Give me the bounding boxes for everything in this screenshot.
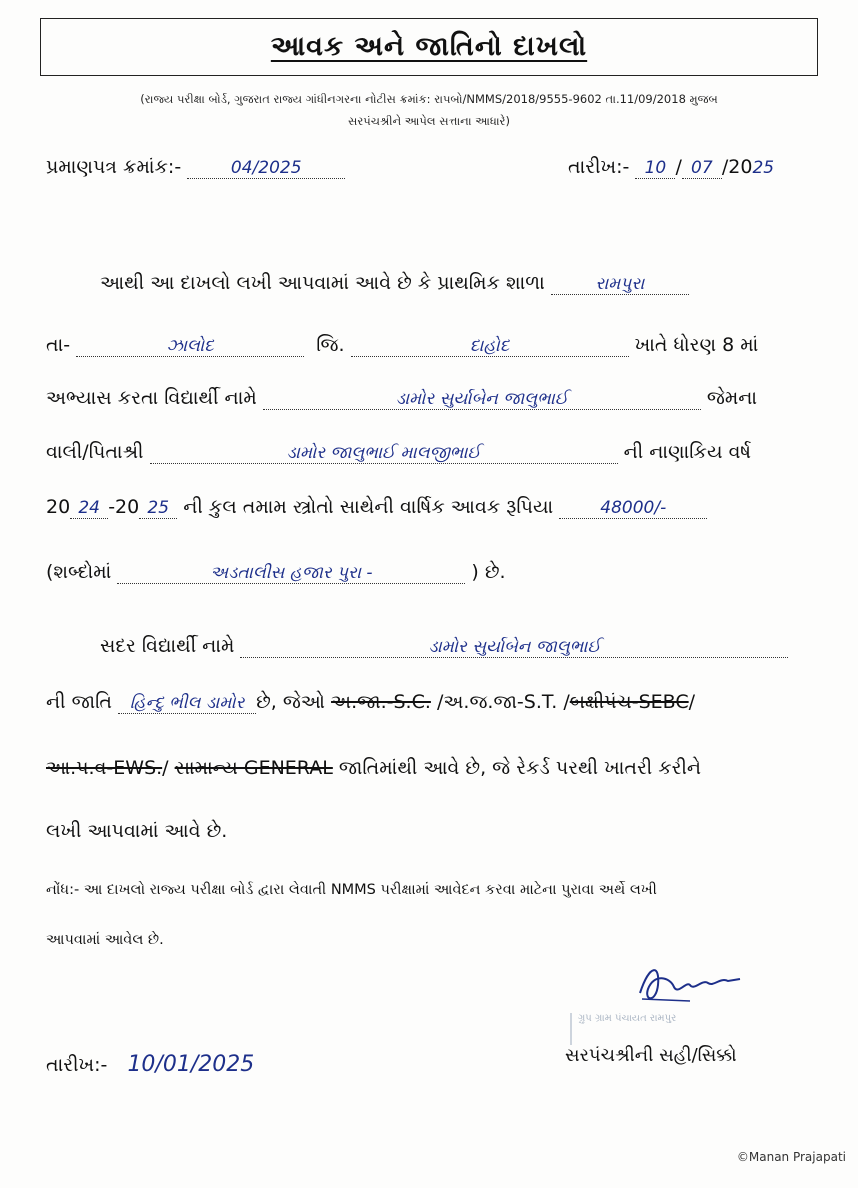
district-label: જિ.: [316, 334, 345, 356]
reference-line-2: સરપંચશ્રીને આપેલ સત્તાના આધારે): [348, 114, 510, 128]
student-label: અભ્યાસ કરતા વિદ્યાર્થી નામે: [46, 387, 257, 409]
school-row: [100, 272, 689, 295]
standard-text: ખાતે ધોરણ 8 માં: [634, 334, 759, 356]
year-value-2: 25: [139, 498, 177, 519]
signature-image: [630, 955, 750, 1015]
school-name: રામપુરા: [551, 274, 689, 295]
income-value: 48000/-: [559, 498, 707, 519]
income-row: [46, 496, 707, 519]
certificate-date-month: 07: [682, 158, 722, 179]
caste-text-1: છે, જેઓ: [256, 691, 325, 713]
category-row-2: [46, 757, 701, 779]
certificate-date-year-prefix: 20: [728, 156, 753, 178]
student-row: [46, 387, 757, 410]
year-prefix-2: -20: [108, 496, 140, 518]
district-value: દાહોદ: [351, 336, 629, 357]
income-words-row: [46, 561, 506, 584]
category-st: /અ.જ.જા-S.T. /: [436, 691, 570, 713]
certificate-date-year-suffix: 25: [752, 158, 775, 178]
certificate-date-label: તારીખ:-: [568, 156, 630, 178]
p2-label: સદર વિદ્યાર્થી નામે: [100, 635, 235, 657]
note-line-2: આપવામાં આવેલ છે.: [46, 932, 164, 948]
copyright-text: ©Manan Prajapati: [736, 1150, 846, 1164]
financial-year-text: ની નાણાકિય વર્ષ: [623, 441, 752, 463]
year-prefix-1: 20: [46, 496, 71, 518]
jemna-text: જેમના: [706, 387, 758, 409]
caste-value: હિન્દુ ભીલ ડામોર: [118, 693, 256, 714]
year-value-1: 24: [70, 498, 108, 519]
category-sebc: બક્ષીપંચ-SEBC: [569, 691, 689, 713]
guardian-label: વાલી/પિતાશ્રી: [46, 441, 144, 463]
taluka-label: તા-: [46, 334, 71, 356]
note-line-1: નોંધ:- આ દાખલો રાજ્ય પરીક્ષા બોર્ડ દ્વારા લેવાતી NMMS પરીક્ષામાં આવેદન કરવા માટેના પુરાવા અર્થે લખી: [46, 882, 657, 898]
title-box: [40, 18, 818, 76]
intro-text: આથી આ દાખલો લખી આપવામાં આવે છે કે પ્રાથમિક શાળા: [100, 272, 545, 294]
p2-student-row: [100, 635, 788, 658]
slash-1: /: [688, 691, 696, 713]
certificate-date-row: તારીખ:- 10 / 07 /2025: [568, 156, 775, 178]
signature-label: સરપંચશ્રીની સહી/સિક્કો: [565, 1045, 737, 1066]
income-text: ની કુલ તમામ સ્ત્રોતો સાથેની વાર્ષિક આવક રૂપિયા: [183, 496, 554, 518]
certificate-title: આવક અને જાતિનો દાખલો: [270, 31, 588, 62]
category-sc: અ.જા.-S.C.: [331, 691, 431, 713]
guardian-row: [46, 441, 751, 464]
taluka-value: ઝાલોદ: [76, 336, 304, 357]
category-ews: આ.પ.વ-EWS.: [46, 757, 163, 779]
caste-row: [46, 691, 695, 714]
caste-text-3: લખી આપવામાં આવે છે.: [46, 820, 228, 842]
words-open: (શબ્દોમાં: [46, 561, 112, 583]
guardian-name: ડામોર જાલુભાઈ માલજીભાઈ: [150, 443, 618, 464]
footer-date-row: [46, 1052, 254, 1077]
student-name: ડામોર સુર્યાબેન જાલુભાઈ: [263, 389, 701, 410]
p2-student-name: ડામોર સુર્યાબેન જાલુભાઈ: [240, 637, 788, 658]
caste-text-2: જાતિમાંથી આવે છે, જે રેકર્ડ પરથી ખાતરી કરીને: [338, 757, 702, 779]
income-words: અડતાલીસ હજાર પુરા -: [117, 563, 465, 584]
certificate-number-label: પ્રમાણપત્ર ક્રમાંક:-: [46, 156, 182, 178]
caste-label: ની જાતિ: [46, 691, 113, 713]
words-close: ) છે.: [471, 561, 506, 583]
certificate-number-value: 04/2025: [187, 158, 345, 179]
slash-2: /: [162, 757, 169, 779]
footer-date-label: તારીખ:-: [46, 1054, 108, 1076]
reference-line-1: (રાજ્ય પરીક્ષા બોર્ડ, ગુજરાત રાજ્ય ગાંધીનગરના નોટીસ ક્રમાંક: રાપબો/NMMS/2018/9555-9602 તા.11/09/2018 મુજબ: [140, 92, 718, 106]
taluka-row: [46, 334, 758, 357]
certificate-date-day: 10: [635, 158, 675, 179]
footer-date-value: 10/01/2025: [127, 1052, 255, 1077]
seal-stamp: ગ્રુપ ગ્રામ પંચાયત રામપુર: [570, 1013, 780, 1045]
certificate-number-row: [46, 156, 345, 179]
category-general: સામાન્ય GENERAL: [174, 757, 333, 779]
